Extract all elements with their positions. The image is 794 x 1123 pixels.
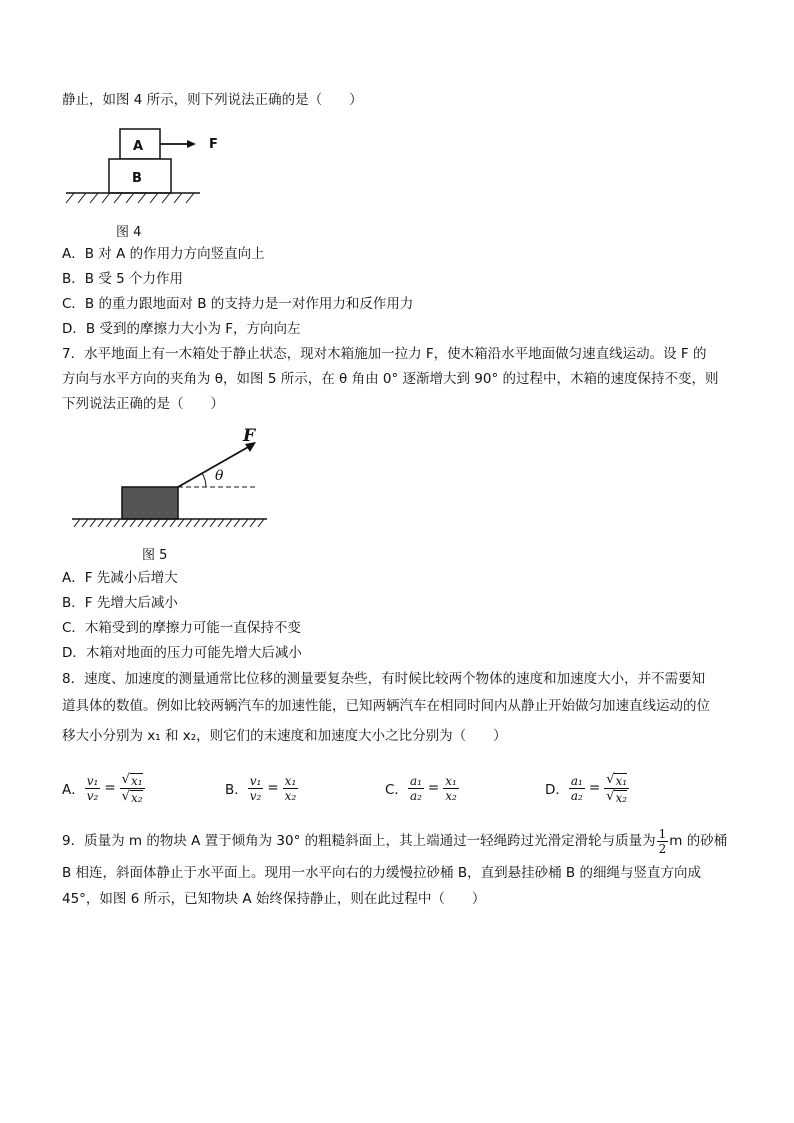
q6-option-a: A．B 对 A 的作用力方向竖直向上 — [62, 246, 265, 262]
ground-hatch — [66, 193, 194, 203]
lhs-numerator: v₁ — [249, 773, 262, 788]
rhs-denominator: x₂ — [445, 788, 457, 803]
lhs-fraction — [408, 774, 424, 803]
q8-stem-line-3: 移大小分别为 x₁ 和 x₂，则它们的末速度和加速度大小之比分别为（ ） — [62, 728, 507, 744]
q8-option-d — [545, 764, 629, 812]
rhs-denominator: x₂ — [130, 790, 143, 805]
q8-option-a — [62, 764, 145, 812]
lhs-fraction — [569, 774, 585, 803]
equals-sign: = — [588, 780, 601, 796]
equals-sign: = — [267, 780, 279, 796]
q8-stem-line-2: 道具体的数值。例如比较两辆汽车的加速性能，已知两辆汽车在相同时间内从静止开始做匀加速直线运动的位 — [62, 698, 710, 714]
wooden-box — [122, 487, 178, 519]
fraction-numerator: 1 — [658, 826, 667, 841]
force-label: F — [209, 137, 218, 152]
q7-option-b: B．F 先增大后减小 — [62, 595, 178, 611]
q7-stem-line-3: 下列说法正确的是（ ） — [62, 396, 224, 412]
sqrt-icon: √ — [606, 771, 615, 787]
force-arrowhead — [187, 140, 196, 148]
q8-option-c — [385, 764, 459, 812]
q9-stem-line-2: B 相连，斜面体静止于水平面上。现用一水平向右的力缓慢拉砂桶 B，直到悬挂砂桶 B 的细绳与竖直方向成 — [62, 865, 701, 881]
lhs-numerator: a₁ — [570, 773, 583, 788]
q6-option-b: B．B 受 5 个力作用 — [62, 271, 183, 287]
fraction-denominator: 2 — [658, 841, 667, 856]
rhs-fraction — [120, 772, 145, 805]
q7-option-a: A．F 先减小后增大 — [62, 570, 178, 586]
q7-option-c: C．木箱受到的摩擦力可能一直保持不变 — [62, 620, 301, 636]
figure-5-caption: 图 5 — [142, 548, 168, 563]
equals-sign: = — [104, 780, 116, 796]
q8-option-b — [225, 764, 298, 812]
q7-stem-line-1: 7．水平地面上有一木箱处于静止状态，现对木箱施加一拉力 F，使木箱沿水平地面做匀速直线运动。设 F 的 — [62, 346, 707, 362]
lhs-denominator: a₂ — [409, 788, 422, 803]
q8-stem-line-1: 8．速度、加速度的测量通常比位移的测量要复杂些，有时候比较两个物体的速度和加速度大小，并不需要知 — [62, 671, 706, 687]
q6-option-c: C．B 的重力跟地面对 B 的支持力是一对作用力和反作用力 — [62, 296, 414, 312]
rhs-fraction — [283, 774, 299, 803]
option-letter: C． — [385, 782, 408, 798]
rhs-fraction — [443, 774, 459, 803]
equals-sign: = — [427, 780, 440, 796]
mass-fraction — [657, 827, 669, 856]
q9-stem-line-1 — [62, 826, 727, 856]
sqrt-icon: √ — [606, 788, 615, 804]
q7-stem-line-2: 方向与水平方向的夹角为 θ，如图 5 所示，在 θ 角由 0° 逐渐增大到 90° 的过程中，木箱的速度保持不变，则 — [62, 371, 719, 387]
rhs-numerator: x₁ — [130, 773, 143, 788]
block-b-label: B — [132, 171, 142, 186]
lhs-numerator: v₁ — [86, 773, 99, 788]
lhs-numerator: a₁ — [409, 773, 422, 788]
lhs-denominator: a₂ — [570, 788, 583, 803]
force-label: F — [243, 426, 256, 446]
force-arrow — [178, 446, 250, 487]
option-letter: B． — [225, 782, 248, 798]
rhs-fraction — [604, 772, 629, 805]
lhs-fraction — [85, 774, 101, 803]
q9-stem-part-1: 9．质量为 m 的物块 A 置于倾角为 30° 的粗糙斜面上，其上端通过一轻绳跨过光滑定滑轮与质量为 — [62, 833, 656, 849]
lhs-denominator: v₂ — [86, 788, 99, 803]
rhs-denominator: x₂ — [615, 790, 628, 805]
figure-5 — [72, 430, 272, 530]
option-letter: A． — [62, 782, 85, 798]
rhs-numerator: x₁ — [615, 773, 628, 788]
q7-option-d: D．木箱对地面的压力可能先增大后减小 — [62, 645, 302, 661]
lhs-denominator: v₂ — [249, 788, 262, 803]
angle-arc — [202, 473, 206, 487]
rhs-denominator: x₂ — [284, 788, 297, 803]
option-letter: D． — [545, 782, 569, 798]
q6-stem: 静止，如图 4 所示，则下列说法正确的是（ ） — [62, 92, 363, 108]
figure-4-caption: 图 4 — [116, 225, 142, 240]
sqrt-icon: √ — [121, 771, 130, 787]
sqrt-icon: √ — [121, 788, 130, 804]
q6-option-d: D．B 受到的摩擦力大小为 F，方向向左 — [62, 321, 301, 337]
ground-hatch — [74, 519, 264, 527]
lhs-fraction — [248, 774, 264, 803]
q9-stem-part-2: m 的砂桶 — [669, 833, 728, 849]
q9-stem-line-3: 45°，如图 6 所示，已知物块 A 始终保持静止，则在此过程中（ ） — [62, 891, 486, 907]
rhs-numerator: x₁ — [445, 773, 457, 788]
block-a-label: A — [133, 139, 144, 154]
angle-label: θ — [215, 468, 224, 484]
rhs-numerator: x₁ — [284, 773, 297, 788]
